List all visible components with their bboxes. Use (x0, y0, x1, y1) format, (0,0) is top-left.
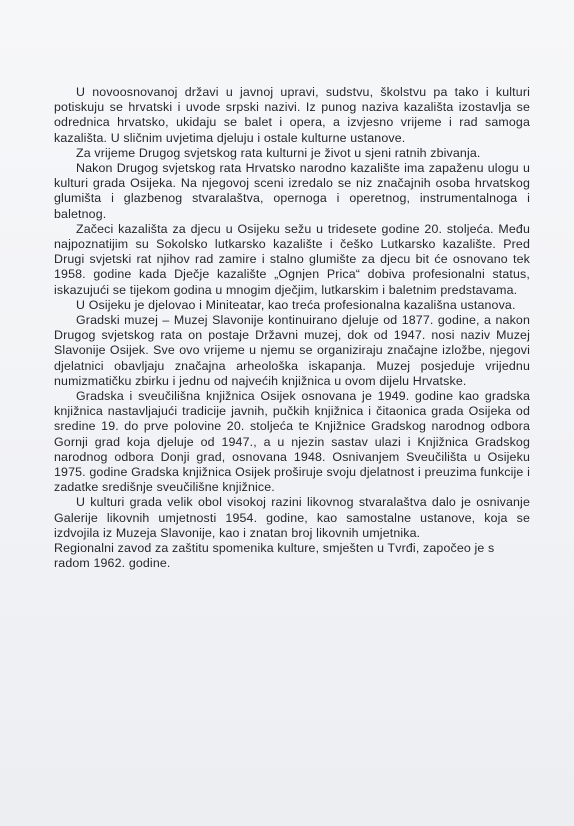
paragraph-3: Nakon Drugog svjetskog rata Hrvatsko narodno kazalište ima zapaženu ulogu u kulturi grada Osijeka. Na njegovoj sceni izredalo se niz značajnih osoba hrvatskog glumišta i glazbenog stvaralaštva, opernoga i operetnog, instrumentalnoga i baletnog. (54, 161, 530, 221)
paragraph-2: Za vrijeme Drugog svjetskog rata kulturni je život u sjeni ratnih zbivanja. (76, 145, 481, 160)
paragraph-5: U Osijeku je djelovao i Miniteatar, kao treća profesionalna kazališna ustanova. (76, 297, 516, 312)
paragraph-4: Začeci kazališta za djecu u Osijeku sežu u tridesete godine 20. stoljeća. Među najpoznatijim su Sokolsko lutkarsko kazalište i češko Lutkarsko kazalište. Pred Drugi svjetski rat njihov rad zamire i stalno glumište za djecu bit će osnovano tek 1958. godine kada Dječje kazalište „Ognjen Prica“ dobiva profesionalni status, iskazujući se tijekom godina u mnogim dječjim, lutkarskim i baletnim predstavama. (54, 221, 530, 297)
paragraph-6: Gradski muzej – Muzej Slavonije kontinuirano djeluje od 1877. godine, a nakon Drugog svjetskog rata on postaje Državni muzej, dok od 1947. nosi naziv Muzej Slavonije Osijek. Sve ovo vrijeme u njemu se organiziraju značajne izložbe, njegovi djelatnici obavljaju značajna arheološka iskapanja. Muzej posjeduje vrijednu numizmatičku zbirku i jednu od najvećih knjižnica u ovom dijelu Hrvatske. (54, 313, 530, 388)
paragraph-8: U kulturi grada velik obol visokoj razini likovnog stvaralaštva dalo je osnivanje Galerije likovnih umjetnosti 1954. godine, kao samostalne ustanove, koja se izdvojila iz Muzeja Slavonije, kao i znatan broj likovnih umjetnika. (54, 495, 530, 540)
paragraph-9: Regionalni zavod za zaštitu spomenika kulture, smješten u Tvrđi, započeo je s radom 1962. godine. (54, 541, 495, 571)
paragraph-7: Gradska i sveučilišna knjižnica Osijek osnovana je 1949. godine kao gradska knjižnica nastavljajući tradicije javnih, pučkih knjižnica i čitaonica grada Osijeka od sredine 19. do prve polovine 20. stoljeća te Knjižnice Gradskog narodnog odbora Gornji grad koja djeluje od 1947., a u njezin sastav ulazi i Knjižnica Gradskog narodnog odbora Donji grad, osnovana 1948. Osnivanjem Sveučilišta u Osijeku 1975. godine Gradska knjižnica Osijek proširuje svoju djelatnost i preuzima funkcije i zadatke središnje sveučilišne knjižnice. (54, 389, 530, 495)
body-text (54, 85, 530, 572)
paragraph-1: U novoosnovanoj državi u javnoj upravi, sudstvu, školstvu pa tako i kulturi potiskuju se hrvatski i uvode srpski nazivi. Iz punog naziva kazališta izostavlja se odrednica hrvatsko, ukidaju se balet i opera, a izvjesno vrijeme i rad samoga kazališta. U sličnim uvjetima djeluju i ostale kulturne ustanove. (54, 85, 530, 145)
